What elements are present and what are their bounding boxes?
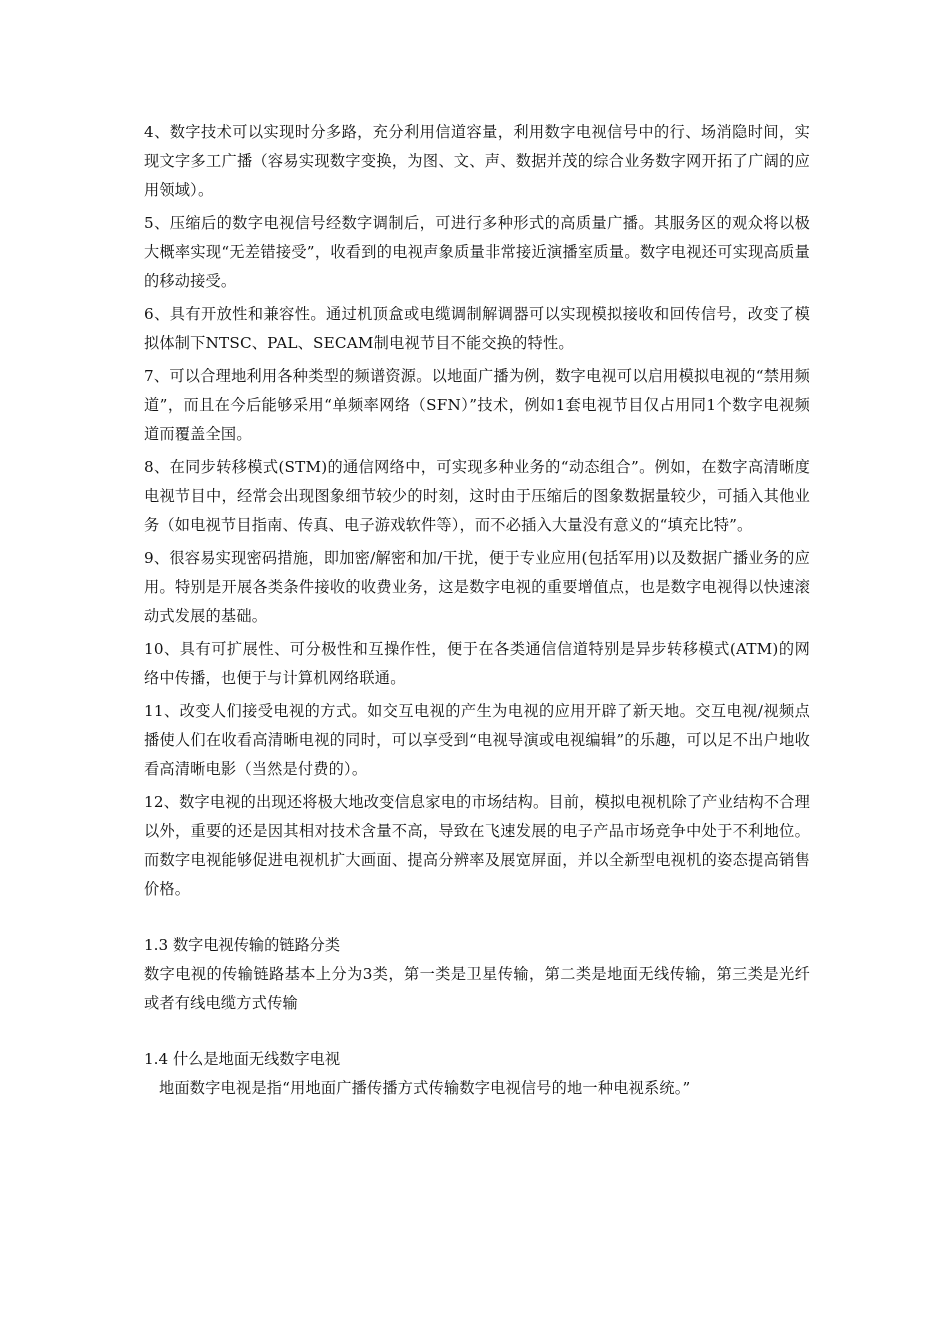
paragraph-item-7: 7、可以合理地利用各种类型的频谱资源。以地面广播为例，数字电视可以启用模拟电视的“禁用频道”，而且在今后能够采用“单频率网络（SFN）”技术，例如1套电视节目仅占用同1个数字电视频道而覆盖全国。	[144, 367, 810, 443]
paragraph-item-5: 5、压缩后的数字电视信号经数字调制后，可进行多种形式的高质量广播。其服务区的观众将以极大概率实现“无差错接受”，收看到的电视声象质量非常接近演播室质量。数字电视还可实现高质量的移动接受。	[144, 214, 810, 290]
paragraph-item-9: 9、很容易实现密码措施，即加密/解密和加/干扰，便于专业应用(包括军用)以及数据广播业务的应用。特别是开展各类条件接收的收费业务，这是数字电视的重要增值点，也是数字电视得以快速滚动式发展的基础。	[144, 549, 810, 625]
section-body-1-4: 地面数字电视是指“用地面广播传播方式传输数字电视信号的地一种电视系统。”	[159, 1079, 691, 1097]
paragraph-item-10: 10、具有可扩展性、可分极性和互操作性，便于在各类通信信道特别是异步转移模式(ATM)的网络中传播，也便于与计算机网络联通。	[144, 640, 810, 687]
section-heading-1-3: 1.3 数字电视传输的链路分类	[144, 936, 341, 954]
section-spacer	[144, 908, 810, 931]
section-heading-1-4: 1.4 什么是地面无线数字电视	[144, 1050, 341, 1068]
section-spacer	[144, 1022, 810, 1045]
paragraph-item-8: 8、在同步转移模式(STM)的通信网络中，可实现多种业务的“动态组合”。例如，在数字高清晰度电视节目中，经常会出现图象细节较少的时刻，这时由于压缩后的图象数据量较少，可插入其他业务（如电视节目指南、传真、电子游戏软件等），而不必插入大量没有意义的“填充比特”。	[144, 458, 810, 534]
paragraph-item-6: 6、具有开放性和兼容性。通过机顶盒或电缆调制解调器可以实现模拟接收和回传信号，改变了模拟体制下NTSC、PAL、SECAM制电视节目不能交换的特性。	[144, 305, 810, 352]
document-page	[144, 118, 810, 1107]
section-body-1-3: 数字电视的传输链路基本上分为3类，第一类是卫星传输，第二类是地面无线传输，第三类是光纤或者有线电缆方式传输	[144, 965, 810, 1012]
paragraph-item-12: 12、数字电视的出现还将极大地改变信息家电的市场结构。目前，模拟电视机除了产业结构不合理以外，重要的还是因其相对技术含量不高，导致在飞速发展的电子产品市场竞争中处于不利地位。而数字电视能够促进电视机扩大画面、提高分辨率及展宽屏面，并以全新型电视机的姿态提高销售价格。	[144, 793, 811, 898]
paragraph-item-4: 4、数字技术可以实现时分多路，充分利用信道容量，利用数字电视信号中的行、场消隐时间，实现文字多工广播（容易实现数字变换，为图、文、声、数据并茂的综合业务数字网开拓了广阔的应用领域）。	[144, 123, 810, 199]
paragraph-item-11: 11、改变人们接受电视的方式。如交互电视的产生为电视的应用开辟了新天地。交互电视/视频点播使人们在收看高清晰电视的同时，可以享受到“电视导演或电视编辑”的乐趣，可以足不出户地收看高清晰电影（当然是付费的）。	[144, 702, 810, 778]
